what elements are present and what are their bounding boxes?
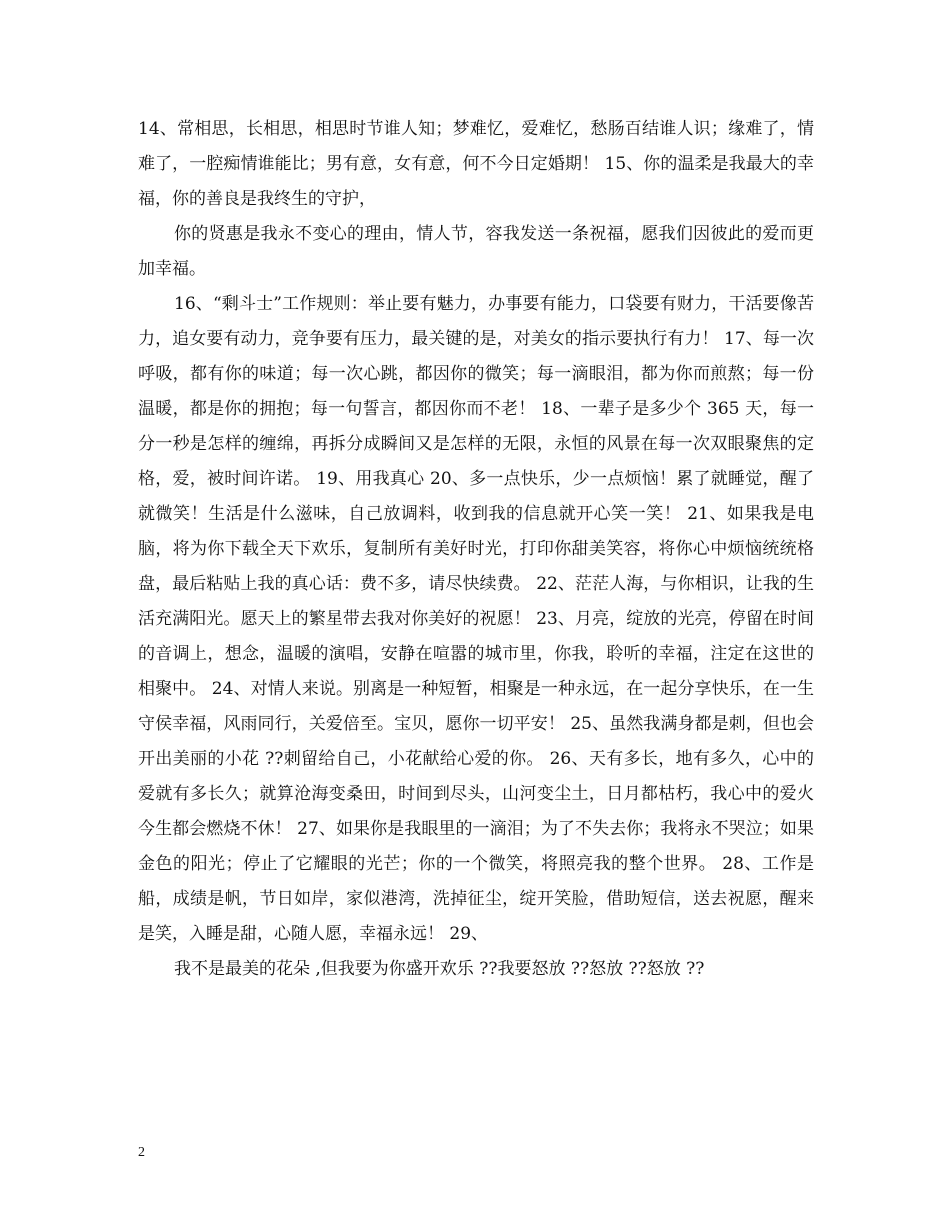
paragraph-4: 我不是最美的花朵 ,但我要为你盛开欢乐 ??我要怒放 ??怒放 ??怒放 ??: [174, 959, 705, 979]
paragraph-1: 14、常相思，长相思，相思时节谁人知；梦难忆，爱难忆，愁肠百结谁人识；缘难了，情难了，一腔痴情谁能比；男有意，女有意，何不今日定婚期！ 15、你的温柔是我最大的幸福，你的善良是我终生的守护，: [138, 119, 814, 209]
paragraph-2: 你的贤惠是我永不变心的理由，情人节，容我发送一条祝福，愿我们因彼此的爱而更加幸福。: [138, 224, 814, 279]
document-body: [138, 112, 814, 987]
paragraph-3: 16、“剩斗士”工作规则：举止要有魅力，办事要有能力，口袋要有财力，干活要像苦力，追女要有动力，竞争要有压力，最关键的是，对美女的指示要执行有力！ 17、每一次呼吸，都有你的味道；每一次心跳，都因你的微笑；每一滴眼泪，都为你而煎熬；每一份温暖，都是你的拥抱；每一句誓言，都因你而不老！ 18、一辈子是多少个 365 天，每一分一秒是怎样的缠绵，再拆分成瞬间又是怎样的无限，永恒的风景在每一次双眼聚焦的定格，爱，被时间许诺。 19、用我真心 20、多一点快乐，少一点烦恼！累了就睡觉，醒了就微笑！生活是什么滋味，自己放调料，收到我的信息就开心笑一笑！ 21、如果我是电脑，将为你下载全天下欢乐，复制所有美好时光，打印你甜美笑容，将你心中烦恼统统格盘，最后粘贴上我的真心话：费不多，请尽快续费。 22、茫茫人海，与你相识，让我的生活充满阳光。愿天上的繁星带去我对你美好的祝愿！ 23、月亮，绽放的光亮，停留在时间的音调上，想念，温暖的演唱，安静在喧嚣的城市里，你我，聆听的幸福，注定在这世的相聚中。 24、对情人来说。别离是一种短暂，相聚是一种永远，在一起分享快乐，在一生守侯幸福，风雨同行，关爱倍至。宝贝，愿你一切平安！ 25、虽然我满身都是刺，但也会开出美丽的小花 ??刺留给自己，小花献给心爱的你。 26、天有多长，地有多久，心中的爱就有多长久；就算沧海变桑田，时间到尽头，山河变尘土，日月都枯朽，我心中的爱火今生都会燃烧不休！ 27、如果你是我眼里的一滴泪；为了不失去你；我将永不哭泣；如果金色的阳光；停止了它耀眼的光芒；你的一个微笑，将照亮我的整个世界。 28、工作是船，成绩是帆，节日如岸，家似港湾，洗掉征尘，绽开笑脸，借助短信，送去祝愿，醒来是笑，入睡是甜，心随人愿，幸福永远！ 29、: [138, 294, 814, 944]
page-number: 2: [138, 1145, 145, 1160]
